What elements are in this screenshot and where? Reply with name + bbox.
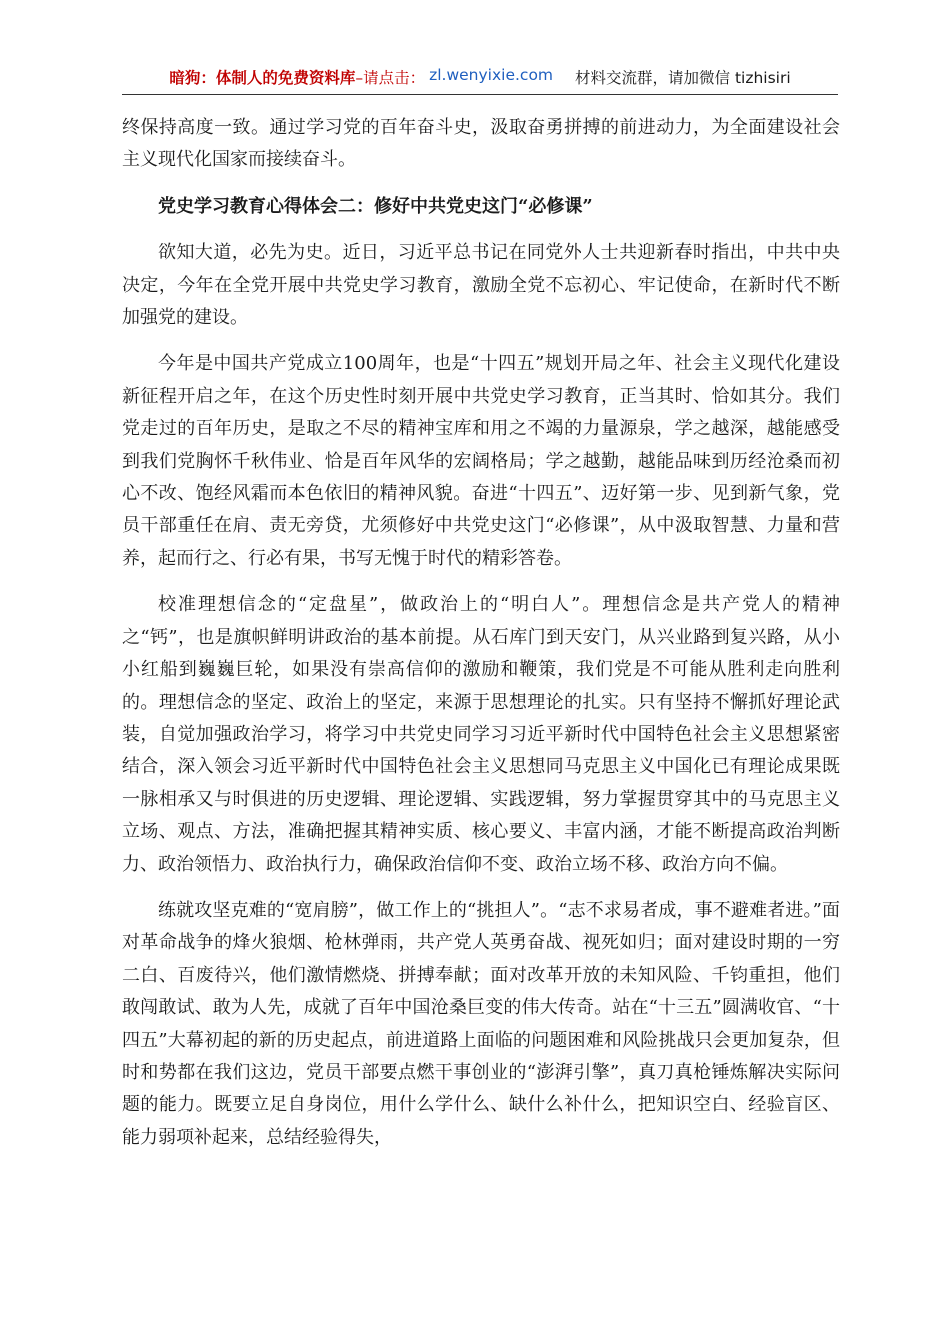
section-heading: 党史学习教育心得体会二：修好中共党史这门“必修课” [158,195,593,217]
paragraph-2: 今年是中国共产党成立100周年，也是“十四五”规划开局之年、社会主义现代化建设新征程开启之年，在这个历史性时刻开展中共党史学习教育，正当其时、恰如其分。我们党走过的百年历史，是取之不尽的精神宝库和用之不竭的力量源泉，学之越深，越能感受到我们党胸怀千秋伟业、恰是百年风华的宏阔格局；学之越勤，越能品味到历经沧桑而初心不改、饱经风霜而本色依旧的精神风貌。奋进“十四五”、迈好第一步、见到新气象，党员干部重任在肩、责无旁贷，尤须修好中共党史这门“必修课”，从中汲取智慧、力量和营养，起而行之、行必有果，书写无愧于时代的精彩答卷。 [122,353,840,569]
click-prompt: –请点击： [355,69,426,87]
intro-continuation: 终保持高度一致。通过学习党的百年奋斗史，汲取奋勇拼搏的前进动力，为全面建设社会主义现代化国家而接续奋斗。 [122,117,840,171]
group-notice: 材料交流群，请加微信 tizhisiri [575,69,791,87]
paragraph-4: 练就攻坚克难的“宽肩膀”，做工作上的“挑担人”。“志不求易者成，事不避难者进。”面对革命战争的烽火狼烟、枪林弹雨，共产党人英勇奋战、视死如归；面对建设时期的一穷二白、百废待兴，他们激情燃烧、拼搏奉献；面对改革开放的未知风险、千钧重担，他们敢闯敢试、敢为人先，成就了百年中国沧桑巨变的伟大传奇。站在“十三五”圆满收官、“十四五”大幕初起的新的历史起点，前进道路上面临的问题困难和风险挑战只会更加复杂，但时和势都在我们这边，党员干部要点燃干事创业的“澎湃引擎”，真刀真枪锤炼解决实际问题的能力。既要立足自身岗位，用什么学什么、缺什么补什么，把知识空白、经验盲区、能力弱项补起来，总结经验得失， [122,899,840,1148]
page-header [122,66,838,95]
site-brand: 暗狗：体制人的免费资料库 [169,69,356,87]
article-body [122,112,840,1168]
site-link[interactable]: zl.wenyixie.com [429,66,554,84]
paragraph-3: 校准理想信念的“定盘星”，做政治上的“明白人”。理想信念是共产党人的精神之“钙”，也是旗帜鲜明讲政治的基本前提。从石库门到天安门，从兴业路到复兴路，从小小红船到巍巍巨轮，如果没有崇高信仰的激励和鞭策，我们党是不可能从胜利走向胜利的。理想信念的坚定、政治上的坚定，来源于思想理论的扎实。只有坚持不懈抓好理论武装，自觉加强政治学习，将学习中共党史同学习习近平新时代中国特色社会主义思想紧密结合，深入领会习近平新时代中国特色社会主义思想同马克思主义中国化已有理论成果既一脉相承又与时俱进的历史逻辑、理论逻辑、实践逻辑，努力掌握贯穿其中的马克思主义立场、观点、方法，准确把握其精神实质、核心要义、丰富内涵，才能不断提高政治判断力、政治领悟力、政治执行力，确保政治信仰不变、政治立场不移、政治方向不偏。 [122,594,840,875]
paragraph-1: 欲知大道，必先为史。近日，习近平总书记在同党外人士共迎新春时指出，中共中央决定，今年在全党开展中共党史学习教育，激励全党不忘初心、牢记使命，在新时代不断加强党的建设。 [122,242,840,329]
